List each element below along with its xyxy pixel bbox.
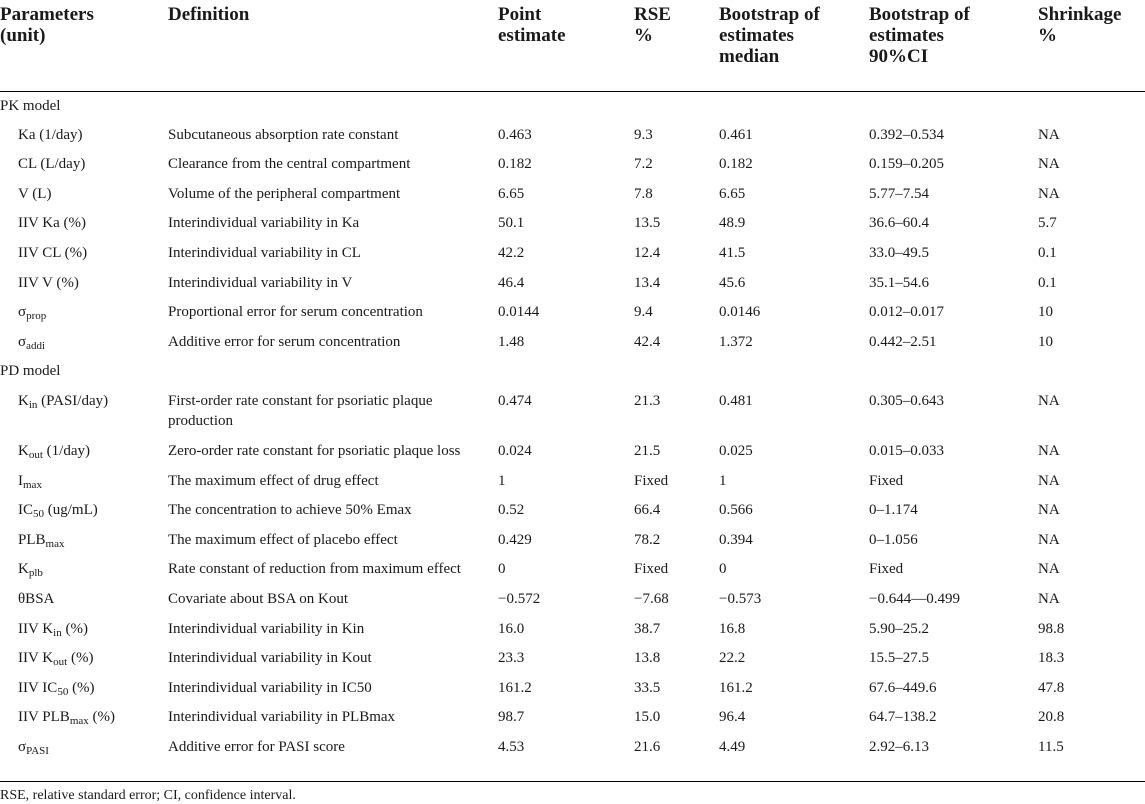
rse-cell: 21.5 [634,442,661,459]
parameter-subscript: prop [26,310,47,323]
bootstrap-ci-cell: 35.1–54.6 [869,274,929,291]
shrinkage-cell: 20.8 [1038,709,1065,726]
definition-cell: Zero-order rate constant for psoriatic plaque loss [168,442,461,459]
definition-cell: Interindividual variability in PLBmax [168,709,396,726]
bootstrap-median-cell: 0.182 [719,156,753,173]
parameter-name: I [18,472,23,489]
parameter-cell [0,209,168,239]
shrinkage-cell: 0.1 [1038,244,1057,261]
parameter-name: IIV K [18,620,54,637]
definition-cell: Interindividual variability in Ka [168,215,360,232]
parameter-name: σ [18,304,27,321]
table-row [0,328,1145,358]
bootstrap-median-cell: 6.65 [719,185,746,202]
parameter-name: θBSA [18,590,55,607]
parameter-cell [0,496,168,526]
rse-cell: Fixed [634,472,669,489]
bootstrap-median-cell: 0.461 [719,126,753,143]
definition-cell: The maximum effect of drug effect [168,472,379,489]
point-estimate-cell: 1 [498,472,506,489]
point-estimate-cell: −0.572 [498,590,541,607]
table-row [0,387,1145,437]
parameter-name: IIV IC [18,679,58,696]
rse-cell: 7.8 [634,185,653,202]
parameter-cell [0,437,168,467]
parameter-cell [0,121,168,151]
definition-cell: Covariate about BSA on Kout [168,590,348,607]
table-row [0,674,1145,704]
definition-cell: The maximum effect of placebo effect [168,531,398,548]
parameter-subscript: out [28,448,43,461]
point-estimate-cell: 0.463 [498,126,532,143]
rse-cell: Fixed [634,561,669,578]
table-row [0,467,1145,497]
table-bottom-rule [0,781,1145,782]
shrinkage-cell: 11.5 [1038,738,1064,755]
header-rse: RSE % [634,4,671,46]
shrinkage-cell: NA [1038,392,1060,409]
point-estimate-cell: 0.182 [498,156,532,173]
parameter-unit: (%) [67,650,94,667]
parameter-unit: (%) [68,679,95,696]
table-row [0,437,1145,467]
definition-cell: Proportional error for serum concentration [168,304,423,321]
parameter-name: K [18,442,29,459]
section-row-pd [0,357,1145,387]
rse-cell: 13.8 [634,650,661,667]
parameter-cell [0,555,168,585]
definition-cell: Subcutaneous absorption rate constant [168,126,399,143]
table-row [0,526,1145,556]
rse-cell: 12.4 [634,244,661,261]
parameter-unit: (%) [88,709,116,726]
bootstrap-median-cell: 0.0146 [719,304,761,321]
parameter-name: IC [18,502,33,519]
parameter-name: PLB [18,531,46,548]
parameter-cell [0,328,168,358]
point-estimate-cell: 0.024 [498,442,532,459]
definition-cell: Interindividual variability in CL [168,244,361,261]
parameter-cell [0,239,168,269]
shrinkage-cell: 47.8 [1038,679,1065,696]
point-estimate-cell: 0.429 [498,531,532,548]
bootstrap-ci-cell: 64.7–138.2 [869,709,937,726]
point-estimate-cell: 161.2 [498,679,532,696]
shrinkage-cell: NA [1038,442,1060,459]
parameter-unit: (%) [61,620,88,637]
definition-cell: First-order rate constant for psoriatic plaque production [168,392,433,429]
bootstrap-ci-cell: 67.6–449.6 [869,679,937,696]
parameter-subscript: max [69,715,89,728]
definition-cell: Interindividual variability in IC50 [168,679,372,696]
definition-cell: Volume of the peripheral compartment [168,185,401,202]
shrinkage-cell: NA [1038,185,1060,202]
parameter-cell [0,703,168,733]
bootstrap-median-cell: 0 [719,561,727,578]
bootstrap-ci-cell: 0.392–0.534 [869,126,944,143]
shrinkage-cell: 98.8 [1038,620,1065,637]
table-row [0,585,1145,615]
bootstrap-median-cell: 0.566 [719,502,753,519]
bootstrap-ci-cell: 0.015–0.033 [869,442,944,459]
header-definition: Definition [168,4,250,25]
parameter-cell [0,585,168,615]
bootstrap-median-cell: 0.394 [719,531,753,548]
rse-cell: 9.4 [634,304,653,321]
parameter-subscript: max [23,478,42,491]
bootstrap-median-cell: 0.025 [719,442,753,459]
bootstrap-median-cell: 48.9 [719,215,746,232]
point-estimate-cell: 1.48 [498,333,525,350]
definition-cell: Rate constant of reduction from maximum effect [168,561,461,578]
parameter-name: IIV PLB [18,709,70,726]
bootstrap-median-cell: 4.49 [719,738,746,755]
table-footnote: RSE, relative standard error; CI, confidence interval. [0,788,296,803]
parameter-subscript: in [28,398,38,411]
parameter-unit: (PASI/day) [37,392,109,409]
point-estimate-cell: 6.65 [498,185,525,202]
rse-cell: 9.3 [634,126,653,143]
section-row-pk [0,91,1145,121]
rse-cell: 13.4 [634,274,661,291]
bootstrap-ci-cell: 0–1.056 [869,531,918,548]
parameter-name: K [18,392,29,409]
definition-cell: Interindividual variability in V [168,274,353,291]
definition-cell: Interindividual variability in Kin [168,620,365,637]
parameter-name: Ka (1/day) [18,126,83,143]
bootstrap-ci-cell: −0.644—0.499 [869,590,960,607]
rse-cell: 42.4 [634,333,661,350]
parameter-cell [0,269,168,299]
bootstrap-ci-cell: Fixed [869,561,904,578]
bootstrap-ci-cell: 0.305–0.643 [869,392,944,409]
parameter-name: σ [18,738,27,755]
bootstrap-ci-cell: 2.92–6.13 [869,738,929,755]
table-row [0,121,1145,151]
bootstrap-ci-cell: 5.90–25.2 [869,620,929,637]
parameter-cell [0,644,168,674]
bootstrap-ci-cell: 0.012–0.017 [869,304,944,321]
point-estimate-cell: 98.7 [498,709,525,726]
table-row [0,703,1145,733]
parameter-name: σ [18,333,27,350]
point-estimate-cell: 23.3 [498,650,525,667]
bootstrap-median-cell: 96.4 [719,709,746,726]
point-estimate-cell: 0.474 [498,392,532,409]
parameter-name: IIV Ka (%) [18,215,87,232]
bootstrap-median-cell: 41.5 [719,244,746,261]
shrinkage-cell: 5.7 [1038,215,1057,232]
rse-cell: 78.2 [634,531,661,548]
parameter-unit: (1/day) [42,442,90,459]
parameter-subscript: addi [26,339,46,352]
rse-cell: −7.68 [634,590,669,607]
point-estimate-cell: 0.0144 [498,304,540,321]
bootstrap-ci-cell: 15.5–27.5 [869,650,929,667]
shrinkage-cell: 10 [1038,333,1053,350]
rse-cell: 21.3 [634,392,661,409]
bootstrap-ci-cell: 0.159–0.205 [869,156,944,173]
parameter-cell [0,733,168,763]
table-row [0,298,1145,328]
shrinkage-cell: NA [1038,472,1060,489]
definition-cell: Clearance from the central compartment [168,156,411,173]
rse-cell: 66.4 [634,502,661,519]
point-estimate-cell: 0 [498,561,506,578]
parameter-subscript: plb [28,567,43,580]
shrinkage-cell: 0.1 [1038,274,1057,291]
parameter-name: IIV CL (%) [18,244,88,261]
table-row [0,555,1145,585]
parameter-subscript: 50 [33,508,44,521]
parameter-cell [0,526,168,556]
shrinkage-cell: NA [1038,531,1060,548]
parameter-name: CL (L/day) [18,156,86,173]
table-row [0,150,1145,180]
point-estimate-cell: 42.2 [498,244,525,261]
parameter-cell [0,674,168,704]
section-label-pd: PD model [0,363,61,380]
rse-cell: 21.6 [634,738,661,755]
point-estimate-cell: 46.4 [498,274,525,291]
parameter-subscript: max [45,537,65,550]
definition-cell: Interindividual variability in Kout [168,650,372,667]
parameter-cell [0,150,168,180]
rse-cell: 15.0 [634,709,661,726]
table-row [0,209,1145,239]
rse-cell: 33.5 [634,679,661,696]
point-estimate-cell: 0.52 [498,502,525,519]
shrinkage-cell: 10 [1038,304,1053,321]
table-row [0,644,1145,674]
bootstrap-median-cell: 1 [719,472,727,489]
parameter-cell [0,615,168,645]
bootstrap-ci-cell: 0–1.174 [869,502,918,519]
parameter-name: V (L) [18,185,52,202]
parameter-unit: (ug/mL) [44,502,98,519]
table-row [0,269,1145,299]
table-row [0,733,1145,763]
shrinkage-cell: NA [1038,502,1060,519]
header-shrinkage: Shrinkage % [1038,4,1122,46]
parameter-subscript: in [53,626,62,639]
section-label-pk: PK model [0,97,61,114]
parameter-name: IIV K [18,650,54,667]
table-row [0,180,1145,210]
shrinkage-cell: 18.3 [1038,650,1065,667]
parameter-name: IIV V (%) [18,274,79,291]
rse-cell: 7.2 [634,156,653,173]
bootstrap-median-cell: 16.8 [719,620,746,637]
bootstrap-ci-cell: 36.6–60.4 [869,215,929,232]
table-header-row [0,0,1145,91]
header-point-estimate: Point estimate [498,4,566,46]
parameter-subscript: out [53,656,68,669]
bootstrap-median-cell: 22.2 [719,650,746,667]
bootstrap-median-cell: 1.372 [719,333,753,350]
parameter-cell [0,467,168,497]
parameter-subscript: PASI [26,744,49,757]
parameter-cell [0,387,168,437]
bootstrap-median-cell: 0.481 [719,392,753,409]
bootstrap-median-cell: 161.2 [719,679,753,696]
rse-cell: 38.7 [634,620,661,637]
rse-cell: 13.5 [634,215,661,232]
point-estimate-cell: 16.0 [498,620,525,637]
header-bootstrap-ci: Bootstrap of estimates 90%CI [869,4,970,67]
table-row [0,615,1145,645]
header-bootstrap-median: Bootstrap of estimates median [719,4,820,67]
bootstrap-ci-cell: 33.0–49.5 [869,244,929,261]
bootstrap-ci-cell: 5.77–7.54 [869,185,929,202]
parameter-name: K [18,561,29,578]
point-estimate-cell: 4.53 [498,738,525,755]
bootstrap-ci-cell: 0.442–2.51 [869,333,937,350]
bootstrap-ci-cell: Fixed [869,472,904,489]
parameter-cell [0,298,168,328]
parameter-cell [0,180,168,210]
bootstrap-median-cell: 45.6 [719,274,746,291]
definition-cell: Additive error for PASI score [168,738,345,755]
table-row [0,239,1145,269]
definition-cell: Additive error for serum concentration [168,333,401,350]
point-estimate-cell: 50.1 [498,215,525,232]
table-row [0,496,1145,526]
header-parameters: Parameters (unit) [0,4,94,46]
shrinkage-cell: NA [1038,590,1060,607]
definition-cell: The concentration to achieve 50% Emax [168,502,412,519]
parameter-subscript: 50 [57,685,69,698]
shrinkage-cell: NA [1038,126,1060,143]
bootstrap-median-cell: −0.573 [719,590,762,607]
shrinkage-cell: NA [1038,561,1060,578]
shrinkage-cell: NA [1038,156,1060,173]
